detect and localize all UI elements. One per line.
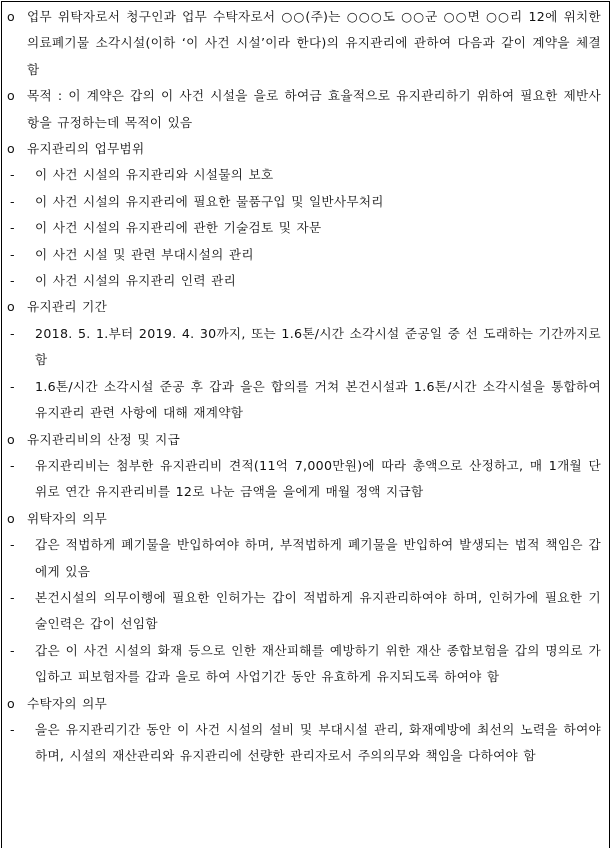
bullet-marker: o bbox=[7, 88, 15, 104]
dash-marker: - bbox=[10, 273, 15, 289]
item-text: 이 사건 시설 및 관련 부대시설의 관리 bbox=[35, 246, 254, 262]
dash-marker: - bbox=[10, 378, 15, 394]
item-text: 본건시설의 의무이행에 필요한 인허가는 갑이 적법하게 유지관리하여야 하며, 인허가에 필요한 기술인력은 갑이 선임함 bbox=[35, 589, 601, 632]
sub-item bbox=[7, 453, 601, 506]
bullet-marker: o bbox=[7, 299, 15, 315]
dash-marker: - bbox=[10, 721, 15, 737]
sub-item bbox=[7, 162, 601, 188]
item-text: 유지관리 기간 bbox=[27, 299, 108, 315]
section-item bbox=[7, 294, 601, 320]
section-item bbox=[7, 427, 601, 453]
dash-marker: - bbox=[10, 193, 15, 209]
sub-item bbox=[7, 585, 601, 638]
bullet-marker: o bbox=[7, 141, 15, 157]
sub-item bbox=[7, 242, 601, 268]
item-text: 목적 : 이 계약은 갑의 이 사건 시설을 을로 하여금 효율적으로 유지관리하기 위하여 필요한 제반사항을 규정하는데 목적이 있음 bbox=[27, 88, 601, 130]
dash-marker: - bbox=[10, 589, 15, 605]
sub-item bbox=[7, 321, 601, 374]
dash-marker: - bbox=[10, 167, 15, 183]
item-text: 유지관리비의 산정 및 지급 bbox=[27, 431, 181, 447]
item-text: 유지관리의 업무범위 bbox=[27, 141, 145, 157]
document-frame bbox=[1, 1, 610, 848]
section-item bbox=[7, 506, 601, 532]
sub-item bbox=[7, 268, 601, 294]
bullet-marker: o bbox=[7, 510, 15, 526]
sub-item bbox=[7, 374, 601, 427]
item-text: 위탁자의 의무 bbox=[27, 510, 108, 526]
item-text: 갑은 적법하게 폐기물을 반입하여야 하며, 부적법하게 폐기물을 반입하여 발생되는 법적 책임은 갑에게 있음 bbox=[35, 537, 601, 579]
item-text: 업무 위탁자로서 청구인과 업무 수탁자로서 ○○(주)는 ○○○도 ○○군 ○○면 ○○리 12에 위치한 의료폐기물 소각시설(이하 ‘이 사건 시설’이라 한다)의 유지관리에 관하여 다음과 같이 계약을 체결함 bbox=[27, 9, 601, 77]
item-text: 1.6톤/시간 소각시설 준공 후 갑과 을은 합의를 거쳐 본건시설과 1.6톤/시간 소각시설을 통합하여 유지관리 관련 사항에 대해 재계약함 bbox=[35, 378, 601, 421]
bullet-marker: o bbox=[7, 9, 15, 24]
item-text: 수탁자의 의무 bbox=[27, 695, 108, 711]
dash-marker: - bbox=[10, 325, 15, 341]
section-item bbox=[7, 136, 601, 162]
item-text: 이 사건 시설의 유지관리 인력 관리 bbox=[35, 273, 237, 289]
item-text: 이 사건 시설의 유지관리에 필요한 물품구입 및 일반사무처리 bbox=[35, 193, 384, 209]
section-item bbox=[7, 4, 601, 83]
item-text: 유지관리비는 첨부한 유지관리비 견적(11억 7,000만원)에 따라 총액으로 산정하고, 매 1개월 단위로 연간 유지관리비를 12로 나눈 금액을 을에게 매월 정액 지급함 bbox=[35, 457, 601, 500]
contract-summary bbox=[7, 4, 601, 770]
dash-marker: - bbox=[10, 537, 15, 553]
dash-marker: - bbox=[10, 246, 15, 262]
item-text: 을은 유지관리기간 동안 이 사건 시설의 설비 및 부대시설 관리, 화재예방에 최선의 노력을 하여야 하며, 시설의 재산관리와 유지관리에 선량한 관리자로서 주의의무와 책임을 다하여야 함 bbox=[35, 721, 601, 764]
item-text: 갑은 이 사건 시설의 화재 등으로 인한 재산피해를 예방하기 위한 재산 종합보험을 갑의 명의로 가입하고 피보험자를 갑과 을로 하여 사업기간 동안 유효하게 유지되도록 하여야 함 bbox=[35, 642, 601, 685]
item-text: 이 사건 시설의 유지관리와 시설물의 보호 bbox=[35, 167, 274, 183]
sub-item bbox=[7, 717, 601, 770]
sub-item bbox=[7, 532, 601, 585]
dash-marker: - bbox=[10, 642, 15, 658]
item-text: 이 사건 시설의 유지관리에 관한 기술검토 및 자문 bbox=[35, 220, 322, 236]
item-text: 2018. 5. 1.부터 2019. 4. 30까지, 또는 1.6톤/시간 소각시설 준공일 중 선 도래하는 기간까지로 함 bbox=[35, 325, 601, 368]
dash-marker: - bbox=[10, 220, 15, 236]
sub-item bbox=[7, 189, 601, 215]
bullet-marker: o bbox=[7, 695, 15, 711]
section-item bbox=[7, 83, 601, 136]
dash-marker: - bbox=[10, 457, 15, 473]
sub-item bbox=[7, 638, 601, 691]
bullet-marker: o bbox=[7, 431, 15, 447]
sub-item bbox=[7, 215, 601, 241]
section-item bbox=[7, 691, 601, 717]
